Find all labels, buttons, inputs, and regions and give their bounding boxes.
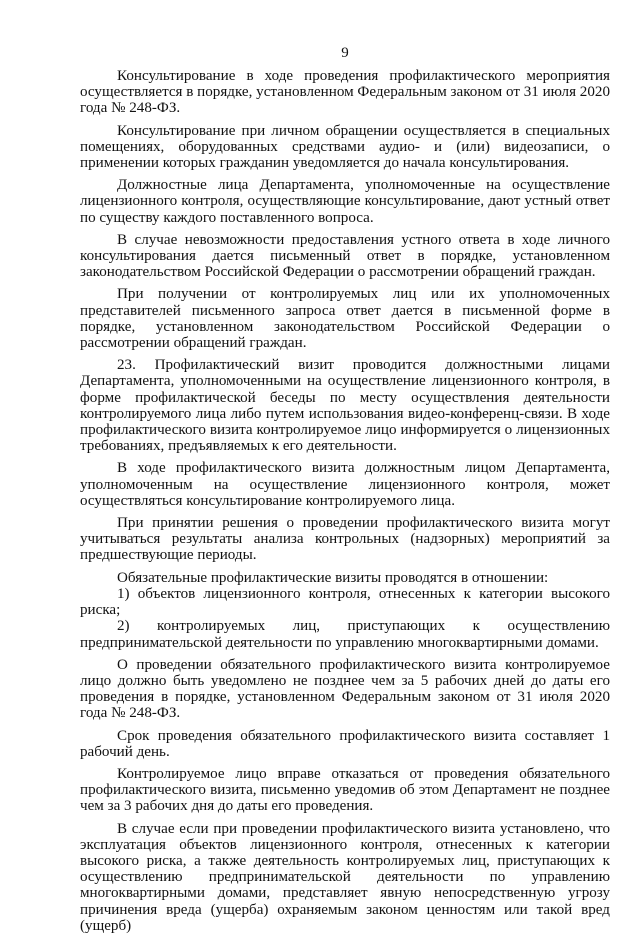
page-number: 9 <box>341 45 349 61</box>
paragraph-officials-answer: Должностные лица Департамента, уполномоченные на осуществление лицензионного контроля, осуществляющие консультирование, дают устный ответ по существу каждого поставленного вопроса. <box>80 177 610 226</box>
paragraph-written-answer: В случае невозможности предоставления устного ответа в ходе личного консультирования дается письменный ответ в порядке, установленном законодательством Российской Федерации о рассмотрении обращений граждан. <box>80 231 610 281</box>
document-body <box>80 68 610 934</box>
paragraph-visit-duration: Срок проведения обязательного профилактического визита составляет 1 рабочий день. <box>80 727 610 760</box>
paragraph-written-request: При получении от контролируемых лиц или их уполномоченных представителей письменного запроса ответ дается в письменной форме в порядке, установленном законодательством Российской Федерации о рассмотрении обращений граждан. <box>80 286 610 352</box>
paragraph-visit-decision: При принятии решения о проведении профилактического визита могут учитываться результаты анализа контрольных (надзорных) мероприятий за предшествующие периоды. <box>80 515 610 564</box>
paragraph-23-preventive-visit: 23. Профилактический визит проводится должностными лицами Департамента, уполномоченными на осуществление лицензионного контроля, в форме профилактической беседы по месту осуществления деятельности контролируемого лица либо путем использования видео-конференц-связи. В ходе профилактического визита контролируемое лицо информируется о лицензионных требованиях, предъявляемых к его деятельности. <box>80 357 610 455</box>
list-item-new-operators: 2) контролируемых лиц, приступающих к осуществлению предпринимательской деятельности по управлению многоквартирными домами. <box>80 618 610 651</box>
paragraph-consulting-in-person: Консультирование при личном обращении осуществляется в специальных помещениях, оборудованных средствами аудио- и (или) видеозаписи, о применении которых гражданин уведомляется до начала консультирования. <box>80 122 610 172</box>
paragraph-refusal: Контролируемое лицо вправе отказаться от проведения обязательного профилактического визита, письменно уведомив об этом Департамент не позднее чем за 3 рабочих дня до даты его проведения. <box>80 765 610 815</box>
paragraph-threat: В случае если при проведении профилактического визита установлено, что эксплуатация объектов лицензионного контроля, отнесенных к категории высокого риска, а также деятельность контролируемых лиц, приступающих к осуществлению предпринимательской деятельности по управлению многоквартирными домами, представляет явную непосредственную угрозу причинения вреда (ущерба) охраняемым законом ценностям или такой вред (ущерб) <box>80 820 610 934</box>
paragraph-visit-consulting: В ходе профилактического визита должностным лицом Департамента, уполномоченным на осуществление лицензионного контроля, может осуществляться консультирование контролируемого лица. <box>80 460 610 509</box>
paragraph-notification: О проведении обязательного профилактического визита контролируемое лицо должно быть уведомлено не позднее чем за 5 рабочих дней до даты его проведения в порядке, установленном Федеральным законом от 31 июля 2020 года № 248-ФЗ. <box>80 656 610 722</box>
list-item-high-risk: 1) объектов лицензионного контроля, отнесенных к категории высокого риска; <box>80 585 610 619</box>
paragraph-mandatory-visits: Обязательные профилактические визиты проводятся в отношении: <box>117 569 549 586</box>
paragraph-consulting-procedure: Консультирование в ходе проведения профилактического мероприятия осуществляется в порядке, установленном Федеральным законом от 31 июля 2020 года № 248-ФЗ. <box>80 68 610 117</box>
